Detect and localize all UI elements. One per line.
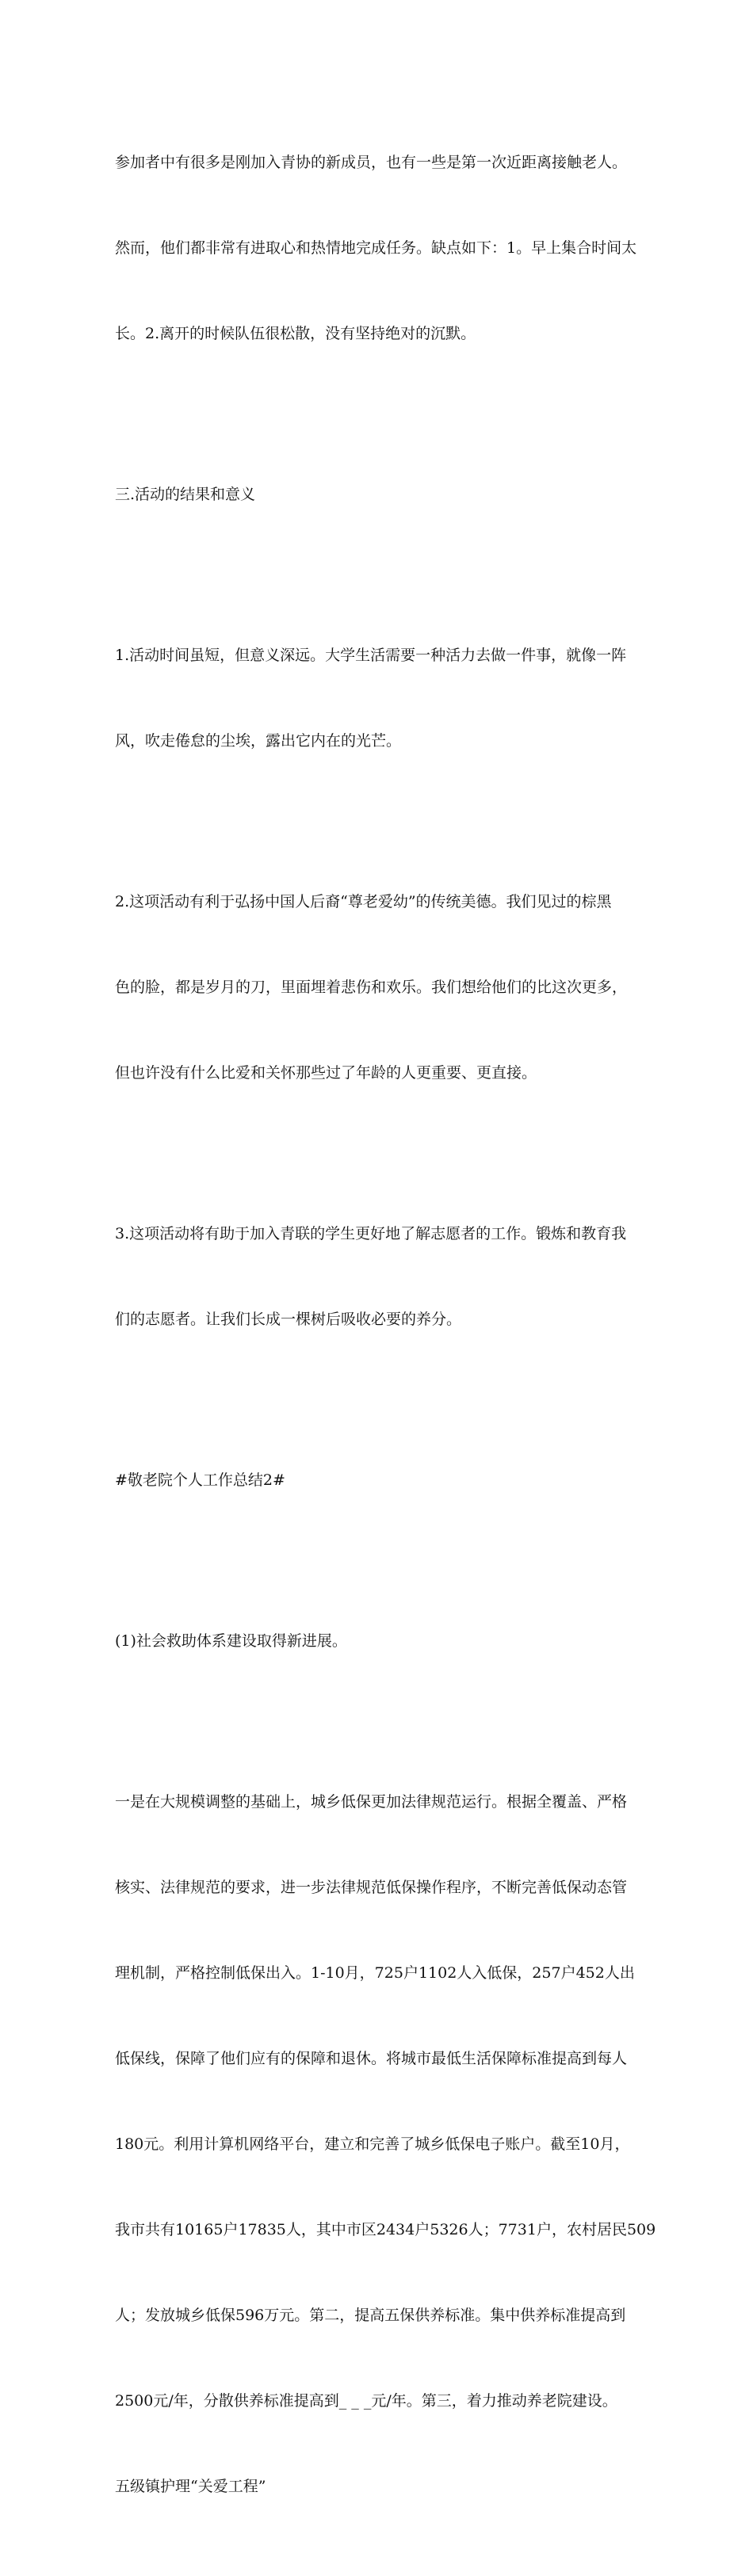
paragraph-participants [115,91,646,405]
paragraph-result-1 [115,584,646,812]
text-line: 三.活动的结果和意义 [115,486,256,503]
text-line: 五级镇护理“关爱工程” [115,2478,266,2495]
section-heading-results [115,423,646,566]
section-heading-summary-2 [115,1409,646,1551]
text-line: 人；发放城乡低保596万元。第二，提高五保供养标准。集中供养标准提高到 [115,2307,626,2324]
text-line: 然而，他们都非常有进取心和热情地完成任务。缺点如下：1。早上集合时间太 [115,239,637,257]
document-page [115,91,656,2576]
paragraph-result-3 [115,1162,646,1391]
text-line: 参加者中有很多是刚加入青协的新成员，也有一些是第一次近距离接触老人。 [115,154,628,171]
text-line: 核实、法律规范的要求，进一步法律规范低保操作程序，不断完善低保动态管 [115,1879,628,1896]
text-line: 风，吹走倦怠的尘埃，露出它内在的光芒。 [115,732,402,750]
paragraph-minimum-living-security [115,1731,656,2558]
text-line: (1)社会救助体系建设取得新进展。 [115,1632,347,1650]
text-line: 2500元/年，分散供养标准提高到_ _ _元/年。第三，着力推动养老院建设。 [115,2392,617,2410]
subheading-social-assistance [115,1570,646,1712]
text-line: 180元。利用计算机网络平台，建立和完善了城乡低保电子账户。截至10月， [115,2135,630,2153]
text-line: 长。2.离开的时候队伍很松散，没有坚持绝对的沉默。 [115,325,476,342]
text-line: 理机制，严格控制低保出入。1-10月，725户1102人入低保，257户452人出 [115,1964,635,1982]
text-line: 2.这项活动有利于弘扬中国人后裔“尊老爱幼”的传统美德。我们见过的棕黑 [115,893,612,910]
text-line: 1.活动时间虽短，但意义深远。大学生活需要一种活力去做一件事，就像一阵 [115,647,627,664]
text-line: 一是在大规模调整的基础上，城乡低保更加法律规范运行。根据全覆盖、严格 [115,1793,628,1811]
text-line: 我市共有10165户17835人，其中市区2434户5326人；7731户，农村居民509 [115,2221,656,2238]
text-line: 们的志愿者。让我们长成一棵树后吸收必要的养分。 [115,1311,462,1328]
paragraph-result-2 [115,830,646,1144]
text-line: 色的脸，都是岁月的刀，里面埋着悲伤和欢乐。我们想给他们的比这次更多， [115,979,628,996]
text-line: 3.这项活动将有助于加入青联的学生更好地了解志愿者的工作。锻炼和教育我 [115,1225,627,1242]
text-line: 但也许没有什么比爱和关怀那些过了年龄的人更重要、更直接。 [115,1064,537,1082]
text-line: #敬老院个人工作总结2# [115,1471,285,1489]
text-line: 低保线，保障了他们应有的保障和退休。将城市最低生活保障标准提高到每人 [115,2050,628,2067]
